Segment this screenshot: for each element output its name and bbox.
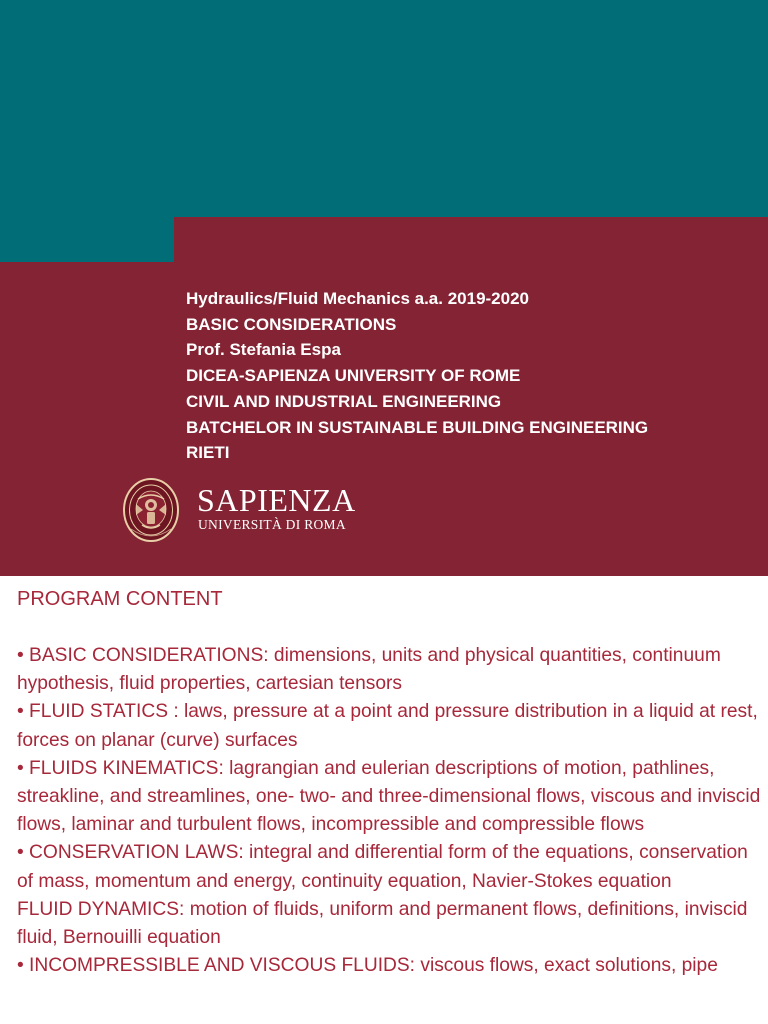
program-item-conservation-laws: • CONSERVATION LAWS: integral and differential form of the equations, conservation of mass, momentum and energy, continuity equation, Navier-Stokes equation [17,842,748,892]
course-title: Hydraulics/Fluid Mechanics a.a. 2019-2020 [186,289,529,308]
professor-name: Prof. Stefania Espa [186,340,341,360]
lecture-topic: BASIC CONSIDERATIONS [186,314,397,334]
program-heading: PROGRAM CONTENT [17,588,223,610]
program-item-fluid-kinematics: • FLUIDS KINEMATICS: lagrangian and eulerian descriptions of motion, pathlines, streakline, and streamlines, one- two- and three-dimensional flows, viscous and inviscid flows, laminar and turbulent flows, incompressible and compressible flows [17,757,761,836]
degree-program: BATCHELOR IN SUSTAINABLE BUILDING ENGINEERING [186,417,649,437]
program-item-basic-considerations: • BASIC CONSIDERATIONS: dimensions, units and physical quantities, continuum hypothesis, fluid properties, cartesian tensors [17,645,721,695]
logo-name: SAPIENZA [197,482,356,518]
program-item-fluid-statics: • FLUID STATICS : laws, pressure at a point and pressure distribution in a liquid at rest, forces on planar (curve) surfaces [17,701,758,751]
faculty: CIVIL AND INDUSTRIAL ENGINEERING [186,391,502,411]
teal-banner [0,0,768,217]
course-info [186,286,648,466]
program-item-fluid-dynamics: FLUID DYNAMICS: motion of fluids, uniform and permanent flows, definitions, inviscid fluid, Bernouilli equation [17,898,748,949]
logo-subtitle: UNIVERSITÀ DI ROMA [198,517,346,532]
sapienza-seal-icon [122,477,180,543]
maroon-tab [174,217,768,262]
teal-banner-step [0,217,174,262]
department: DICEA-SAPIENZA UNIVERSITY OF ROME [186,366,521,386]
program-item-incompressible-viscous: • INCOMPRESSIBLE AND VISCOUS FLUIDS: viscous flows, exact solutions, pipe [17,955,718,977]
program-content [17,584,762,980]
location: RIETI [186,443,230,463]
university-logo [122,477,356,543]
program-list [17,642,762,980]
